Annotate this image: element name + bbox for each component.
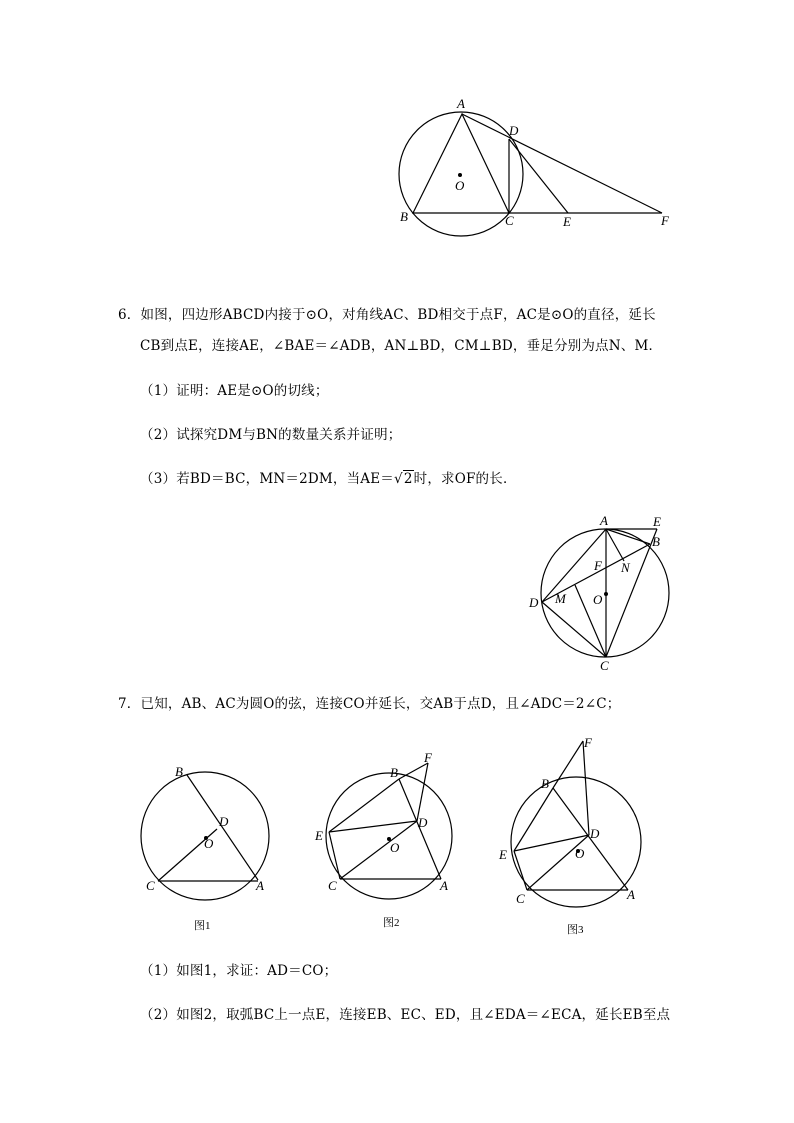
problem6-number: 6．	[118, 307, 141, 323]
label-b: B	[175, 764, 183, 779]
center-point	[458, 173, 462, 177]
label-e: E	[499, 847, 507, 862]
problem7-line1	[118, 694, 620, 714]
line-af	[462, 114, 662, 213]
figure-7-1-svg	[135, 762, 280, 937]
label-b: B	[652, 534, 660, 549]
caption-fig3: 图3	[567, 924, 584, 936]
line-ec	[606, 529, 657, 657]
label-c: C	[328, 878, 337, 893]
figure-7-3-svg	[495, 732, 650, 937]
label-a: A	[457, 96, 465, 111]
label-a: A	[627, 887, 635, 902]
problem6-line1	[118, 305, 656, 325]
sqrt-radicand: 2	[403, 471, 413, 487]
caption-fig2: 图2	[383, 917, 400, 929]
problem6-part3-before: （3）若BD＝BC，MN＝2DM，当AE＝	[140, 471, 395, 487]
label-a: A	[600, 513, 608, 528]
problem6-line2: CB到点E，连接AE，∠BAE＝∠ADB，AN⊥BD，CM⊥BD，垂足分别为点N、M．	[140, 338, 663, 354]
label-d: D	[418, 815, 428, 830]
label-c: C	[146, 878, 155, 893]
figure-7-1	[135, 762, 280, 937]
center-point	[604, 592, 608, 596]
problem7-part2: （2）如图2，取弧BC上一点E，连接EB、EC、ED，且∠EDA＝∠ECA，延长EB至点	[140, 1007, 671, 1023]
line-ec	[329, 832, 340, 879]
problem7-number: 7．	[118, 696, 141, 712]
figure-7-2	[310, 748, 460, 933]
label-m: M	[555, 591, 566, 606]
figure-top-svg	[380, 90, 700, 250]
caption-fig1: 图1	[194, 920, 211, 932]
line-fd	[583, 741, 589, 835]
label-b: B	[390, 765, 398, 780]
line-bf	[553, 741, 583, 788]
problem7-part1: （1）如图1，求证：AD＝CO；	[140, 963, 338, 979]
label-e: E	[653, 514, 661, 529]
label-f: F	[424, 750, 432, 765]
line-cd	[527, 835, 589, 890]
label-a: A	[440, 878, 448, 893]
problem7-stem: 已知，AB、AC为圆O的弦，连接CO并延长，交AB于点D，且∠ADC＝2∠C；	[140, 696, 621, 712]
line-bf	[399, 763, 428, 779]
label-o: O	[390, 840, 400, 855]
line-fd	[417, 763, 428, 821]
problem6-stem-1: 如图，四边形ABCD内接于⊙O，对角线AC、BD相交于点F，AC是⊙O的直径，延长	[140, 307, 656, 323]
label-o: O	[593, 592, 603, 607]
problem6-part2: （2）试探究DM与BN的数量关系并证明；	[140, 427, 402, 443]
line-de	[509, 139, 568, 213]
label-d: D	[590, 826, 600, 841]
label-f: F	[584, 735, 592, 750]
label-o: O	[455, 178, 465, 193]
figure-7-2-svg	[310, 748, 460, 933]
label-o: O	[204, 836, 214, 851]
circle-o	[326, 773, 452, 899]
label-f: F	[594, 558, 602, 573]
label-b: B	[400, 209, 408, 224]
label-e: E	[315, 828, 323, 843]
label-a: A	[256, 878, 264, 893]
figure-problem6-svg	[520, 508, 680, 673]
sqrt-expression	[394, 469, 414, 489]
label-c: C	[516, 891, 525, 906]
problem6-part3-after: 时，求OF的长．	[413, 471, 517, 487]
figure-top	[380, 90, 700, 250]
label-f: F	[661, 213, 669, 228]
label-n: N	[621, 560, 630, 575]
sqrt-sign: √	[394, 471, 403, 487]
label-c: C	[600, 658, 609, 673]
label-c: C	[505, 213, 514, 228]
line-ec	[514, 851, 527, 890]
figure-problem6	[520, 508, 680, 673]
line-eb	[514, 788, 553, 851]
triangle-abc	[413, 114, 509, 213]
label-b: B	[541, 776, 549, 791]
problem6-part1: （1）证明：AE是⊙O的切线；	[140, 383, 329, 399]
problem6-part3	[140, 469, 517, 489]
label-o: O	[575, 846, 585, 861]
label-e: E	[563, 214, 571, 229]
label-d: D	[529, 595, 539, 610]
label-d: D	[219, 814, 229, 829]
figure-7-3	[495, 732, 650, 937]
label-d: D	[509, 123, 519, 138]
